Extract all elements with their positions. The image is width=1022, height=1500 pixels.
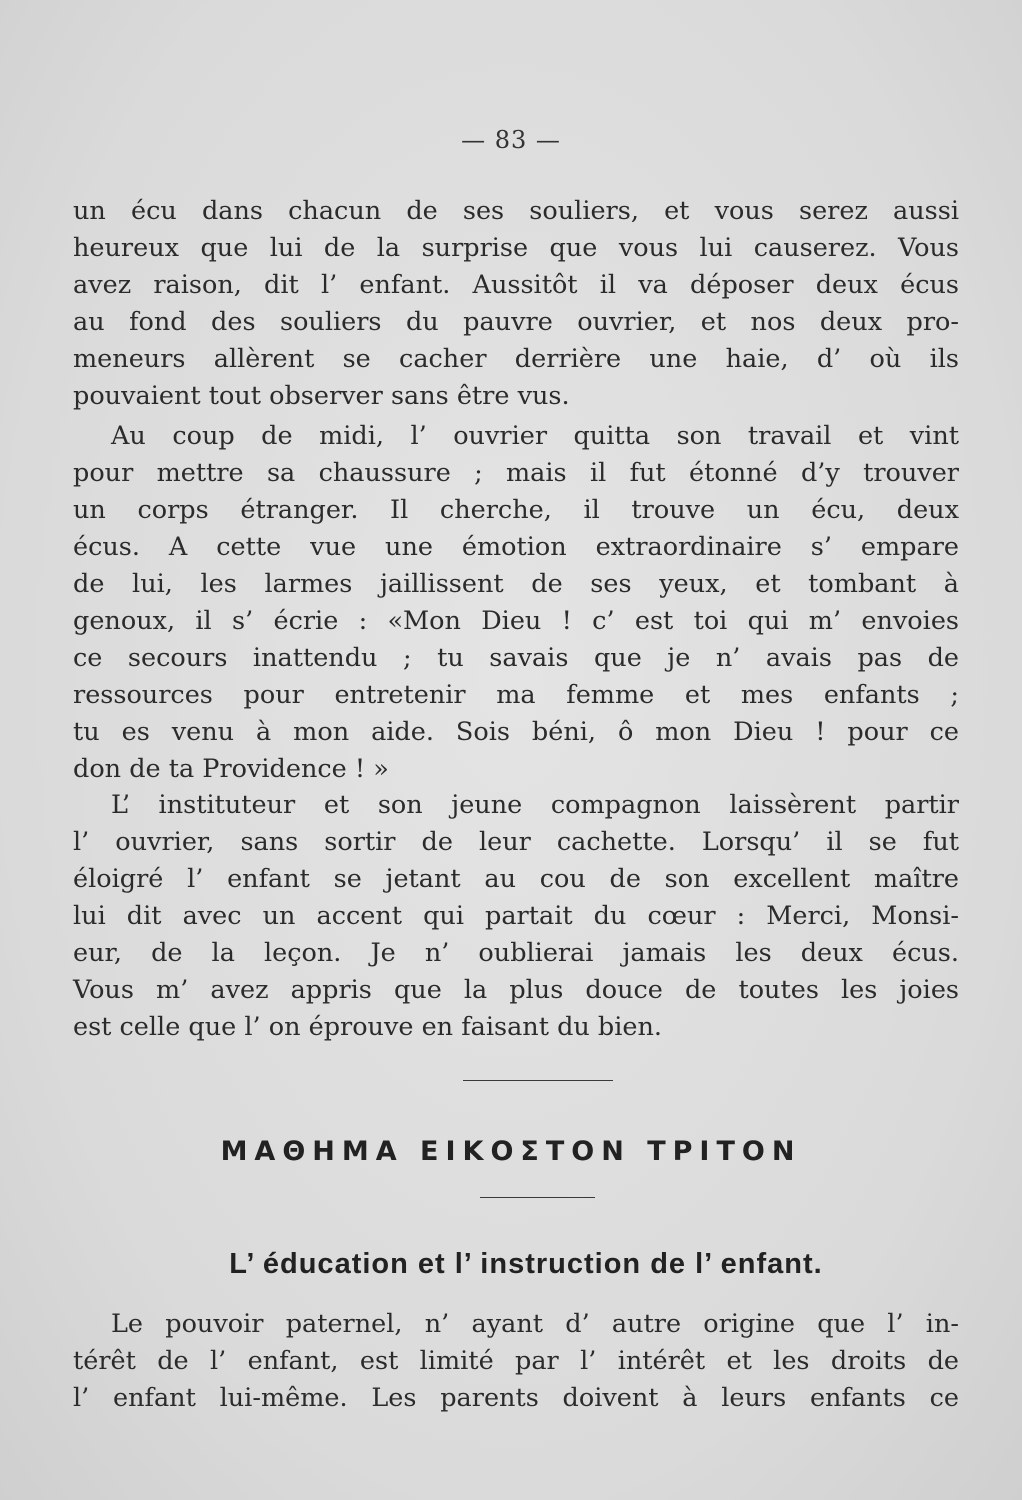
text-line: avez raison, dit l’ enfant. Aussitôt il va déposer deux écus [73, 270, 959, 300]
text-line: l’ enfant lui-même. Les parents doivent à leurs enfants ce [73, 1383, 959, 1413]
text-line: Le pouvoir paternel, n’ ayant d’ autre origine que l’ in- [111, 1309, 959, 1339]
divider-rule [463, 1080, 613, 1081]
text-line: écus. A cette vue une émotion extraordinaire s’ empare [73, 532, 959, 562]
text-line: eur, de la leçon. Je n’ oublierai jamais les deux écus. [73, 938, 959, 968]
divider-rule [480, 1197, 595, 1198]
text-line: l’ ouvrier, sans sortir de leur cachette. Lorsqu’ il se fut [73, 827, 959, 857]
lesson-title: ΜΑΘΗΜΑ ΕΙΚΟΣΤΟΝ ΤΡΙΤΟΝ [220, 1136, 802, 1167]
text-line: éloigré l’ enfant se jetant au cou de son excellent maître [73, 864, 959, 894]
text-line: don de ta Providence ! » [73, 754, 389, 784]
text-line: un corps étranger. Il cherche, il trouve un écu, deux [73, 495, 959, 525]
text-line: ce secours inattendu ; tu savais que je n’ avais pas de [73, 643, 959, 673]
text-line: heureux que lui de la surprise que vous lui causerez. Vous [73, 233, 959, 263]
text-line: ressources pour entretenir ma femme et mes enfants ; [73, 680, 959, 710]
text-line: pouvaient tout observer sans être vus. [73, 381, 570, 411]
text-line: Vous m’ avez appris que la plus douce de toutes les joies [73, 975, 959, 1005]
text-line: de lui, les larmes jaillissent de ses yeux, et tombant à [73, 569, 959, 599]
text-line: tu es venu à mon aide. Sois béni, ô mon Dieu ! pour ce [73, 717, 959, 747]
text-line: pour mettre sa chaussure ; mais il fut étonné d’y trouver [73, 458, 959, 488]
text-line: meneurs allèrent se cacher derrière une haie, d’ où ils [73, 344, 959, 374]
text-line: térêt de l’ enfant, est limité par l’ intérêt et les droits de [73, 1346, 959, 1376]
text-line: L’ instituteur et son jeune compagnon laissèrent partir [111, 790, 959, 820]
text-line: genoux, il s’ écrie : «Mon Dieu ! c’ est toi qui m’ envoies [73, 606, 959, 636]
paragraph-1 [73, 193, 959, 415]
page-number: — 83 — [461, 126, 561, 154]
text-line: au fond des souliers du pauvre ouvrier, et nos deux pro- [73, 307, 959, 337]
text-line: un écu dans chacun de ses souliers, et vous serez aussi [73, 196, 959, 226]
paragraph-4 [73, 1306, 959, 1417]
text-line: lui dit avec un accent qui partait du cœur : Merci, Monsi- [73, 901, 959, 931]
section-heading: L’ éducation et l’ instruction de l’ enfant. [229, 1248, 823, 1280]
paragraph-2 [73, 418, 959, 788]
text-line: Au coup de midi, l’ ouvrier quitta son travail et vint [111, 421, 959, 451]
paragraph-3 [73, 787, 959, 1046]
text-line: est celle que l’ on éprouve en faisant du bien. [73, 1012, 663, 1042]
